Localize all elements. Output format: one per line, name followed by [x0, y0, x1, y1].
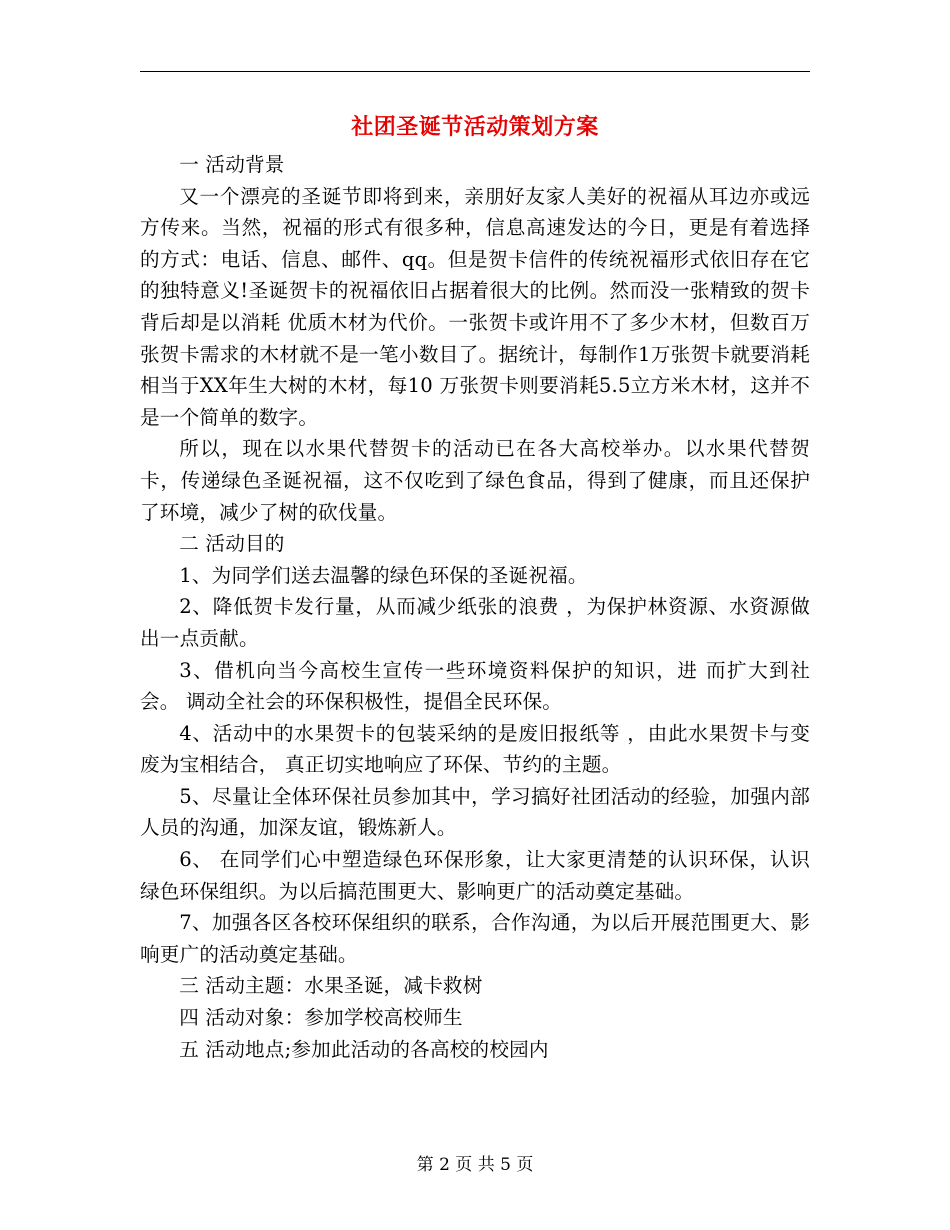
- document-body: [140, 149, 810, 1065]
- document-title: 社团圣诞节活动策划方案: [351, 114, 599, 140]
- purpose-item-3: 3、借机向当今高校生宣传一些环境资料保护的知识，进 而扩大到社会。 调动全社会的环保积极性，提倡全民环保。: [140, 658, 810, 714]
- purpose-item-6: 6、 在同学们心中塑造绿色环保形象，让大家更清楚的认识环保，认识绿色环保组织。为以后搞范围更大、影响更广的活动奠定基础。: [140, 848, 810, 903]
- page-footer: 第 2 页 共 5 页: [416, 1155, 534, 1175]
- purpose-item-4: 4、活动中的水果贺卡的包装采纳的是废旧报纸等 ，由此水果贺卡与变废为宝相结合， 真正切实地响应了环保、节约的主题。: [140, 721, 810, 777]
- section-heading-background: 一 活动背景: [179, 153, 285, 176]
- background-paragraph-1: 又一个漂亮的圣诞节即将到来，亲朋好友家人美好的祝福从耳边亦或远方传来。当然，祝福的形式有很多种，信息高速发达的今日，更是有着选择的方式：电话、信息、邮件、qq。但是贺卡信件的传统祝福形式依旧存在它的独特意义!圣诞贺卡的祝福依旧占据着很大的比例。然而没一张精致的贺卡背后却是以消耗 优质木材为代价。一张贺卡或许用不了多少木材，但数百万张贺卡需求的木材就不是一笔小数目了。据统计，每制作1万张贺卡就要消耗相当于XX年生大树的木材，每10 万张贺卡则要消耗5.5立方米木材，这并不是一个简单的数字。: [140, 184, 810, 429]
- purpose-item-1: 1、为同学们送去温馨的绿色环保的圣诞祝福。: [179, 563, 588, 587]
- purpose-item-2: 2、降低贺卡发行量，从而减少纸张的浪费 ，为保护林资源、水资源做出一点贡献。: [140, 595, 810, 650]
- section-audience: 四 活动对象：参加学校高校师生: [179, 1006, 463, 1030]
- section-heading-purpose: 二 活动目的: [179, 532, 285, 556]
- section-theme: 三 活动主题：水果圣诞，减卡救树: [179, 974, 483, 998]
- purpose-item-7: 7、加强各区各校环保组织的联系，合作沟通，为以后开展范围更大、影响更广的活动奠定基础。: [140, 911, 810, 966]
- section-location: 五 活动地点;参加此活动的各高校的校园内: [179, 1037, 549, 1061]
- header-rule: [140, 71, 810, 72]
- purpose-item-5: 5、尽量让全体环保社员参加其中，学习搞好社团活动的经验，加强内部人员的沟通，加深友谊，锻炼新人。: [140, 784, 810, 840]
- background-paragraph-2: 所以，现在以水果代替贺卡的活动已在各大高校举办。以水果代替贺卡，传递绿色圣诞祝福，这不仅吃到了绿色食品，得到了健康，而且还保护了环境，减少了树的砍伐量。: [140, 437, 810, 524]
